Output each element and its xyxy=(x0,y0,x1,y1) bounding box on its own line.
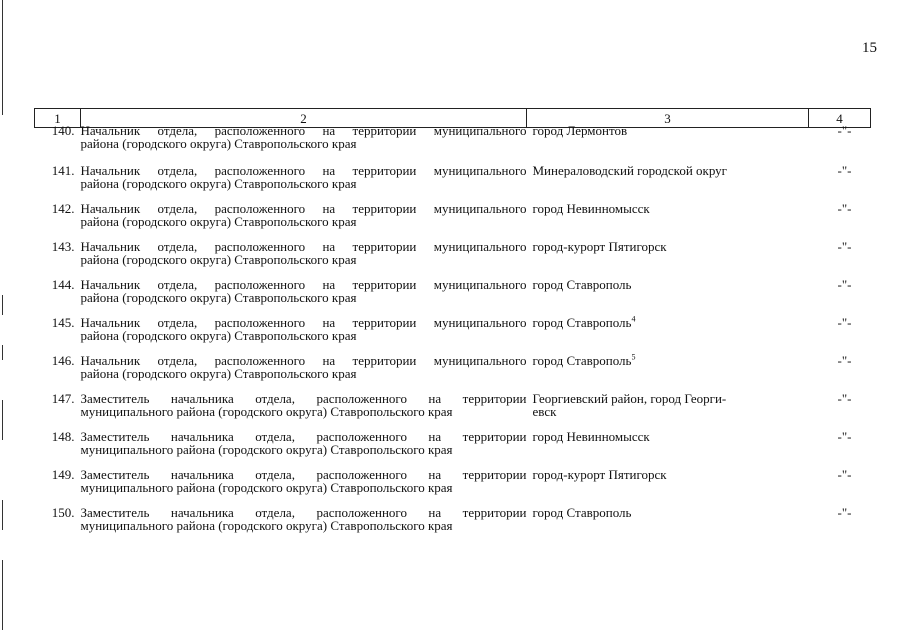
table-row xyxy=(35,430,871,468)
ditto-mark-text: -"- xyxy=(837,201,852,216)
position-title xyxy=(81,164,527,202)
ditto-mark xyxy=(809,278,871,316)
scan-edge-line xyxy=(2,295,3,315)
position-title-line: района (городского округа) Ставропольского края xyxy=(80,176,357,191)
ditto-mark xyxy=(809,123,871,165)
scan-edge-line xyxy=(2,500,3,530)
row-number-text: 143. xyxy=(51,239,75,254)
ditto-mark xyxy=(809,468,871,506)
row-number-text: 141. xyxy=(51,163,75,178)
position-title-line: района (городского округа) Ставропольского края xyxy=(80,366,357,381)
ditto-mark-text: -"- xyxy=(837,353,852,368)
position-title xyxy=(81,506,527,544)
table-row xyxy=(35,278,871,316)
row-number-text: 148. xyxy=(51,429,75,444)
table-row xyxy=(35,164,871,202)
position-title xyxy=(81,202,527,240)
position-title xyxy=(81,316,527,354)
territory xyxy=(527,202,809,240)
territory xyxy=(527,392,809,430)
position-title-line: Начальник отдела, расположенного на территории муниципального xyxy=(80,353,527,368)
position-title-line: района (городского округа) Ставропольского края xyxy=(80,290,357,305)
table-row xyxy=(35,240,871,278)
position-title-line: Начальник отдела, расположенного на территории муниципального xyxy=(80,163,527,178)
row-number xyxy=(35,430,81,468)
positions-table xyxy=(34,108,871,544)
territory-text: евск xyxy=(532,404,557,419)
row-number-text: 146. xyxy=(51,353,75,368)
position-title xyxy=(81,392,527,430)
table-row xyxy=(35,392,871,430)
territory-text: город-курорт Пятигорск xyxy=(532,239,667,254)
territory-text: город Ставрополь xyxy=(532,353,632,368)
column-header: 1 xyxy=(35,109,81,128)
table-row xyxy=(35,128,871,165)
position-title-line: Начальник отдела, расположенного на территории муниципального xyxy=(80,201,527,216)
position-title-line: района (городского округа) Ставропольского края xyxy=(80,252,357,267)
column-header: 3 xyxy=(527,109,809,128)
row-number xyxy=(35,164,81,202)
position-title xyxy=(81,240,527,278)
ditto-mark xyxy=(809,392,871,430)
territory-text: город Лермонтов xyxy=(532,123,628,138)
position-title-line: Начальник отдела, расположенного на территории муниципального xyxy=(80,239,527,254)
row-number-text: 147. xyxy=(51,391,75,406)
position-title-line: Начальник отдела, расположенного на территории муниципального xyxy=(80,315,527,330)
ditto-mark-text: -"- xyxy=(837,123,852,138)
territory xyxy=(527,430,809,468)
territory-text: город-курорт Пятигорск xyxy=(532,467,667,482)
ditto-mark xyxy=(809,354,871,392)
row-number xyxy=(35,506,81,544)
table-row xyxy=(35,468,871,506)
column-header: 2 xyxy=(81,109,527,128)
row-number-text: 140. xyxy=(51,123,75,138)
scan-edge-line xyxy=(2,345,3,360)
ditto-mark-text: -"- xyxy=(837,505,852,520)
row-number xyxy=(35,468,81,506)
territory xyxy=(527,278,809,316)
ditto-mark xyxy=(809,506,871,544)
position-title xyxy=(81,354,527,392)
position-title-line: муниципального района (городского округа) Ставропольского края xyxy=(80,442,453,457)
row-number-text: 145. xyxy=(51,315,75,330)
row-number xyxy=(35,392,81,430)
territory-text: город Невинномысск xyxy=(532,429,650,444)
row-number-text: 149. xyxy=(51,467,75,482)
row-number xyxy=(35,123,81,165)
ditto-mark-text: -"- xyxy=(837,315,852,330)
ditto-mark-text: -"- xyxy=(837,391,852,406)
ditto-mark xyxy=(809,316,871,354)
position-title xyxy=(81,278,527,316)
table-row xyxy=(35,202,871,240)
territory xyxy=(527,506,809,544)
table-body xyxy=(35,123,871,545)
row-number xyxy=(35,240,81,278)
position-title-line: муниципального района (городского округа) Ставропольского края xyxy=(80,518,453,533)
ditto-mark-text: -"- xyxy=(837,163,852,178)
territory-text: город Невинномысск xyxy=(532,201,650,216)
territory-text: Георгиевский район, город Георги- xyxy=(532,391,727,406)
position-title-line: Заместитель начальника отдела, расположенного на территории xyxy=(80,391,527,406)
row-number xyxy=(35,316,81,354)
row-number xyxy=(35,354,81,392)
territory xyxy=(527,123,809,165)
position-title-line: района (городского округа) Ставропольского края xyxy=(80,328,357,343)
territory xyxy=(527,164,809,202)
position-title-line: муниципального района (городского округа) Ставропольского края xyxy=(80,404,453,419)
row-number xyxy=(35,202,81,240)
position-title-line: Начальник отдела, расположенного на территории муниципального xyxy=(80,123,527,138)
position-title-line: района (городского округа) Ставропольского края xyxy=(80,136,357,151)
row-number-text: 144. xyxy=(51,277,75,292)
ditto-mark-text: -"- xyxy=(837,277,852,292)
ditto-mark xyxy=(809,164,871,202)
footnote-marker: 5 xyxy=(631,352,636,362)
page-number: 15 xyxy=(862,40,877,56)
territory-text: Минераловодский городской округ xyxy=(532,163,728,178)
footnote-marker: 4 xyxy=(631,314,636,324)
ditto-mark xyxy=(809,202,871,240)
position-title xyxy=(81,468,527,506)
row-number xyxy=(35,278,81,316)
position-title-line: Заместитель начальника отдела, расположенного на территории xyxy=(80,467,527,482)
position-title-line: района (городского округа) Ставропольского края xyxy=(80,214,357,229)
territory-text: город Ставрополь xyxy=(532,277,632,292)
position-title-line: Заместитель начальника отдела, расположенного на территории xyxy=(80,429,527,444)
territory xyxy=(527,240,809,278)
ditto-mark xyxy=(809,430,871,468)
table-row xyxy=(35,354,871,392)
scan-edge-line xyxy=(2,560,3,630)
ditto-mark-text: -"- xyxy=(837,467,852,482)
position-title-line: муниципального района (городского округа) Ставропольского края xyxy=(80,480,453,495)
territory-text: город Ставрополь xyxy=(532,315,632,330)
ditto-mark xyxy=(809,240,871,278)
table-row xyxy=(35,316,871,354)
territory-text: город Ставрополь xyxy=(532,505,632,520)
ditto-mark-text: -"- xyxy=(837,429,852,444)
position-title xyxy=(81,430,527,468)
column-header: 4 xyxy=(809,109,871,128)
territory xyxy=(527,468,809,506)
position-title-line: Заместитель начальника отдела, расположенного на территории xyxy=(80,505,527,520)
position-title-line: Начальник отдела, расположенного на территории муниципального xyxy=(80,277,527,292)
ditto-mark-text: -"- xyxy=(837,239,852,254)
scan-edge-line xyxy=(2,0,3,115)
row-number-text: 150. xyxy=(51,505,75,520)
territory xyxy=(527,354,809,392)
position-title xyxy=(80,123,527,165)
table-row xyxy=(35,506,871,544)
scan-edge-line xyxy=(2,400,3,440)
territory xyxy=(527,316,809,354)
row-number-text: 142. xyxy=(51,201,75,216)
